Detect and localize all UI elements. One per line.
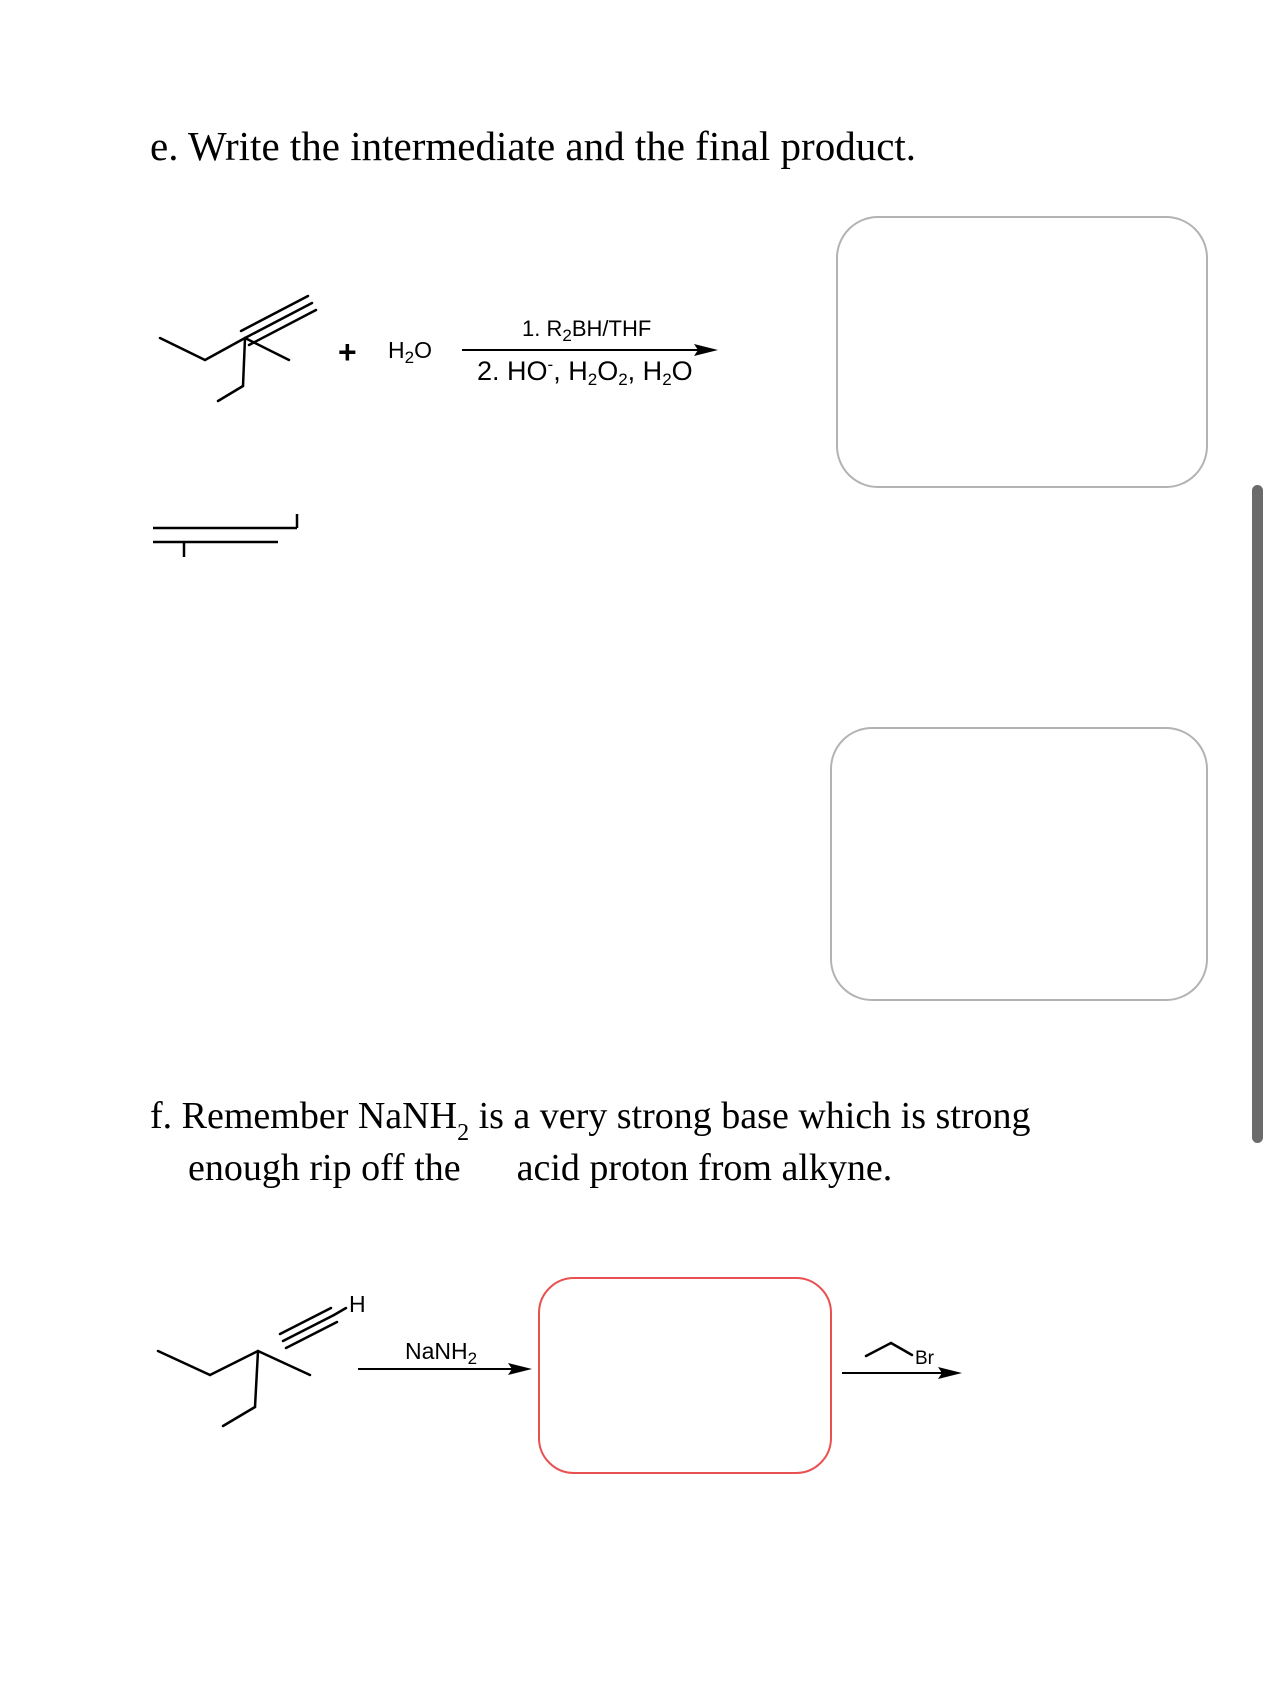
- nanh2-reagent: NaNH$_2$: [405, 1338, 478, 1368]
- question-f-line1: f. Remember NaNH$_2$ is a very strong base which is strong: [150, 1095, 1031, 1146]
- question-f-line2: enough rip off the acid proton from alkyne.: [188, 1147, 893, 1189]
- step1-reagent: 1. $R_2BH$/THF: [522, 316, 652, 345]
- vertical-scrollbar-thumb[interactable]: [1252, 485, 1263, 1143]
- plus-sign: +: [338, 334, 357, 370]
- step2-reagent: 2. HO-, $H_2O_2$, $H_2O$: [477, 355, 693, 389]
- bromoethane-structure: [866, 1343, 912, 1356]
- question-e-title: e. Write the intermediate and the final product.: [150, 123, 917, 169]
- hydrogen-label: H: [349, 1291, 366, 1317]
- bromine-label: Br: [915, 1348, 934, 1369]
- water-reagent: $H_2O$: [388, 337, 432, 367]
